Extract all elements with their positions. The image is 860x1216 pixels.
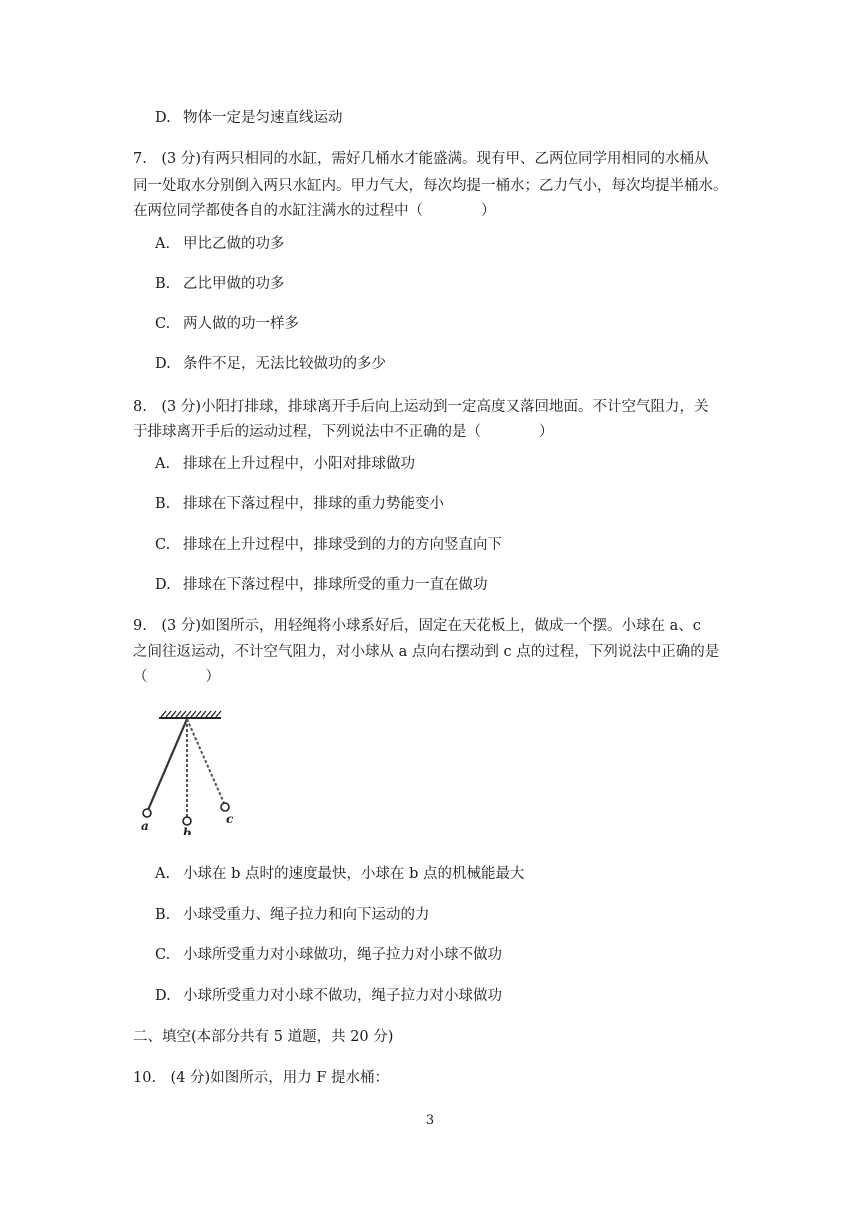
- q7-option-b-text: 乙比甲做的功多: [183, 276, 285, 292]
- q7-stem-line1: 7. (3 分)有两只相同的水缸，需好几桶水才能盛满。现有甲、乙两位同学用相同的水桶从: [133, 151, 709, 167]
- q8-stem-line1: 8. (3 分)小阳打排球，排球离开手后向上运动到一定高度又落回地面。不计空气阻力，关: [133, 399, 709, 415]
- string-c: [187, 719, 224, 803]
- ball-c: [221, 803, 229, 811]
- label-b: b: [183, 826, 192, 835]
- q7-option-d-letter: D.: [155, 356, 171, 372]
- q8-option-b-letter: B.: [155, 496, 171, 512]
- ball-b: [183, 817, 191, 825]
- q9-option-b-text: 小球受重力、绳子拉力和向下运动的力: [183, 907, 430, 923]
- ceiling-hatching: [161, 711, 221, 717]
- q9-option-b-letter: B.: [155, 907, 171, 923]
- label-a: a: [141, 819, 149, 833]
- q7-option-b-letter: B.: [155, 276, 171, 292]
- q8-option-c-letter: C.: [155, 537, 171, 553]
- q8-option-d-letter: D.: [155, 577, 171, 593]
- q7-option-a-letter: A.: [155, 236, 171, 252]
- q7-option-d: [155, 354, 386, 374]
- q9-option-b: [155, 905, 430, 925]
- pendulum-diagram: [135, 705, 245, 835]
- q9-option-d: [155, 986, 502, 1006]
- q9-stem-line1: 9. (3 分)如图所示，用轻绳将小球系好后，固定在天花板上，做成一个摆。小球在 a、c: [133, 618, 701, 634]
- q8-option-a-letter: A.: [155, 456, 171, 472]
- q7-option-a-text: 甲比乙做的功多: [183, 236, 285, 252]
- ball-a: [143, 809, 151, 817]
- q8-option-b: [155, 494, 444, 514]
- q7-option-c: [155, 314, 299, 334]
- q9-option-a-text: 小球在 b 点时的速度最快，小球在 b 点的机械能最大: [183, 866, 525, 882]
- q7-option-c-text: 两人做的功一样多: [183, 316, 299, 332]
- page-number: 3: [425, 1113, 435, 1128]
- q7-option-d-text: 条件不足，无法比较做功的多少: [183, 356, 386, 372]
- q8-option-a-text: 排球在上升过程中，小阳对排球做功: [183, 456, 415, 472]
- q9-option-d-text: 小球所受重力对小球不做功，绳子拉力对小球做功: [183, 988, 502, 1004]
- q8-option-d-text: 排球在下落过程中，排球所受的重力一直在做功: [183, 577, 488, 593]
- q9-option-a: [155, 864, 525, 884]
- q9-stem-line3: （ ）: [133, 669, 220, 685]
- q7-option-b: [155, 274, 285, 294]
- q8-stem-line2: 于排球离开手后的运动过程，下列说法中不正确的是（ ）: [133, 424, 554, 440]
- q8-option-b-text: 排球在下落过程中，排球的重力势能变小: [183, 496, 444, 512]
- q8-option-a: [155, 454, 415, 474]
- label-c: c: [226, 812, 234, 826]
- q9-option-c-letter: C.: [155, 947, 171, 963]
- q9-option-c-text: 小球所受重力对小球做功，绳子拉力对小球不做功: [183, 947, 502, 963]
- string-a: [148, 719, 187, 810]
- q7-stem-line2: 同一处取水分别倒入两只水缸内。甲力气大，每次均提一桶水；乙力气小，每次均提半桶水。: [133, 178, 728, 194]
- q10-stem-line1: 10. (4 分)如图所示，用力 F 提水桶：: [133, 1070, 389, 1086]
- q7-option-a: [155, 234, 285, 254]
- q9-option-c: [155, 945, 502, 965]
- q8-option-c-text: 排球在上升过程中，排球受到的力的方向竖直向下: [183, 537, 502, 553]
- q8-option-c: [155, 535, 502, 555]
- q9-option-a-letter: A.: [155, 866, 171, 882]
- section-heading-fill-in: 二、填空(本部分共有 5 道题，共 20 分): [133, 1029, 394, 1045]
- q7-option-c-letter: C.: [155, 316, 171, 332]
- q9-option-d-letter: D.: [155, 988, 171, 1004]
- q8-option-d: [155, 575, 488, 595]
- pendulum-figure: [135, 705, 245, 835]
- q6-option-d-letter: D.: [155, 110, 171, 126]
- q6-option-d: [155, 108, 343, 128]
- q9-stem-line2: 之间往返运动，不计空气阻力，对小球从 a 点向右摆动到 c 点的过程，下列说法中正确的是: [133, 644, 720, 660]
- q6-option-d-text: 物体一定是匀速直线运动: [183, 110, 343, 126]
- q7-stem-line3: 在两位同学都使各自的水缸注满水的过程中（ ）: [133, 203, 496, 219]
